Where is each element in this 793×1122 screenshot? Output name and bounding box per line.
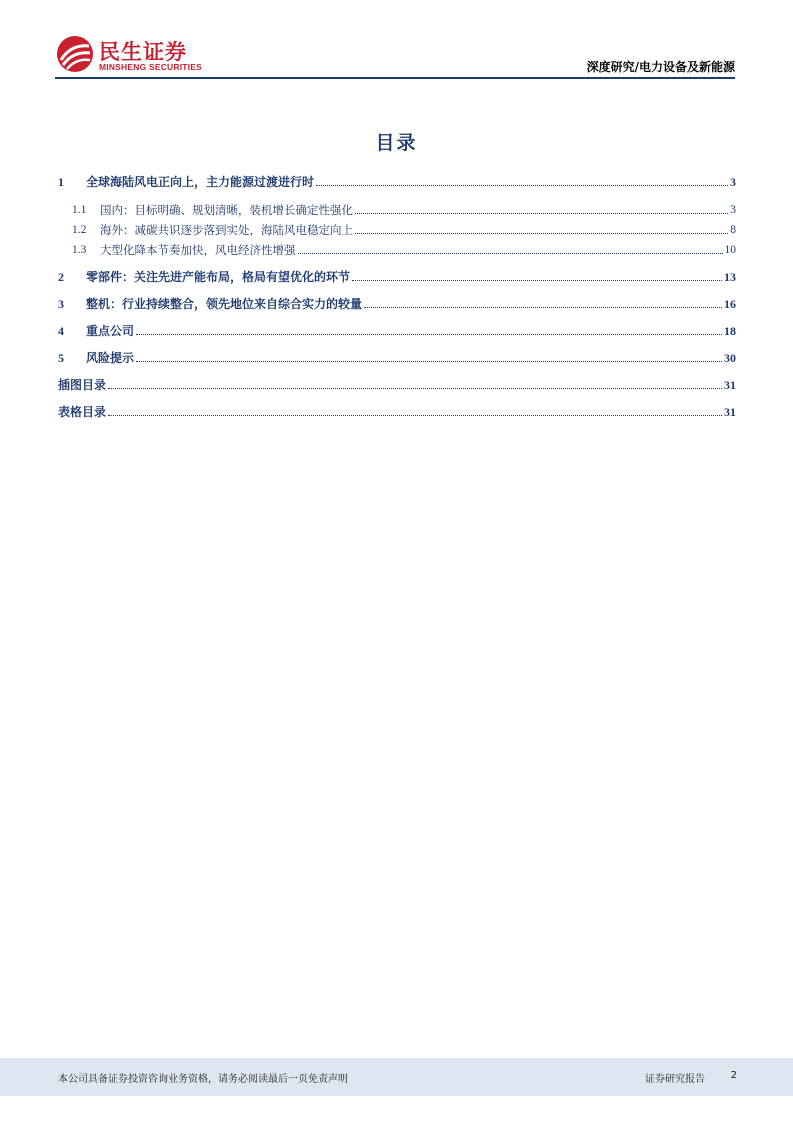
toc-entry-page: 31 [724, 378, 736, 392]
toc-entry-page: 16 [724, 297, 736, 311]
toc-entry-page: 8 [730, 224, 736, 236]
toc-entry[interactable] [58, 218, 736, 238]
toc-entry[interactable] [58, 198, 736, 218]
toc-entry[interactable] [58, 319, 736, 339]
toc-entry-title: 零部件：关注先进产能布局，格局有望优化的环节 [86, 270, 351, 284]
toc-entry[interactable] [58, 265, 736, 285]
toc-entry-page: 13 [724, 270, 736, 284]
page-header [0, 0, 793, 80]
dot-leader [298, 253, 723, 254]
toc-entry[interactable] [58, 346, 736, 366]
toc-entry[interactable] [58, 238, 736, 258]
footer-doc-type: 证券研究报告 [645, 1074, 705, 1085]
toc-entry-title: 全球海陆风电正向上，主力能源过渡进行时 [86, 175, 315, 189]
toc-entry-number: 1.3 [72, 244, 87, 256]
report-type-label: 深度研究/电力设备及新能源 [586, 60, 735, 74]
toc-entry-number: 1.2 [72, 224, 87, 236]
toc-entry-title: 整机：行业持续整合，领先地位来自综合实力的较量 [86, 297, 363, 311]
minsheng-logo-icon [55, 34, 95, 74]
toc-entry-title: 国内：目标明确、规划清晰，装机增长确定性强化 [100, 203, 353, 217]
toc-entry-number: 2 [58, 270, 64, 284]
dot-leader [355, 213, 728, 214]
dot-leader [136, 334, 722, 335]
toc-entry-number: 1 [58, 175, 64, 189]
toc-entry-number: 4 [58, 324, 64, 338]
toc-entry-page: 18 [724, 324, 736, 338]
toc-entry[interactable] [58, 292, 736, 312]
toc-entry-figures[interactable] [58, 373, 736, 393]
dot-leader [352, 280, 722, 281]
toc-entry[interactable] [58, 170, 736, 190]
toc-entry-title: 重点公司 [86, 324, 135, 338]
toc-entry-title: 大型化降本节奏加快，风电经济性增强 [100, 243, 296, 257]
logo-chinese-name: 民生证券 [99, 40, 187, 64]
toc-entry-number: 3 [58, 297, 64, 311]
toc-title: 目录 [375, 132, 418, 154]
toc-entry-title: 插图目录 [58, 378, 107, 392]
dot-leader [355, 233, 728, 234]
toc-entry-tables[interactable] [58, 400, 736, 420]
header-divider [55, 77, 735, 79]
toc-entry-page: 3 [730, 175, 736, 189]
company-logo [55, 34, 215, 78]
dot-leader [316, 185, 728, 186]
toc-entry-number: 1.1 [72, 204, 87, 216]
toc-entry-number: 5 [58, 351, 64, 365]
page-footer [0, 1058, 793, 1096]
dot-leader [108, 388, 722, 389]
toc-entry-page: 30 [724, 351, 736, 365]
dot-leader [364, 307, 722, 308]
toc-entry-page: 31 [724, 405, 736, 419]
dot-leader [136, 361, 722, 362]
dot-leader [108, 415, 722, 416]
toc-entry-title: 表格目录 [58, 405, 107, 419]
toc-entry-title: 海外：减碳共识逐步落到实处，海陆风电稳定向上 [100, 223, 353, 237]
footer-page-number: 2 [730, 1070, 737, 1081]
footer-disclaimer: 本公司具备证券投资咨询业务资格，请务必阅读最后一页免责声明 [58, 1074, 348, 1085]
toc-entry-page: 3 [730, 204, 736, 216]
logo-english-name: MINSHENG SECURITIES [99, 62, 202, 72]
toc-entry-page: 10 [724, 244, 736, 256]
toc-entry-title: 风险提示 [86, 351, 135, 365]
